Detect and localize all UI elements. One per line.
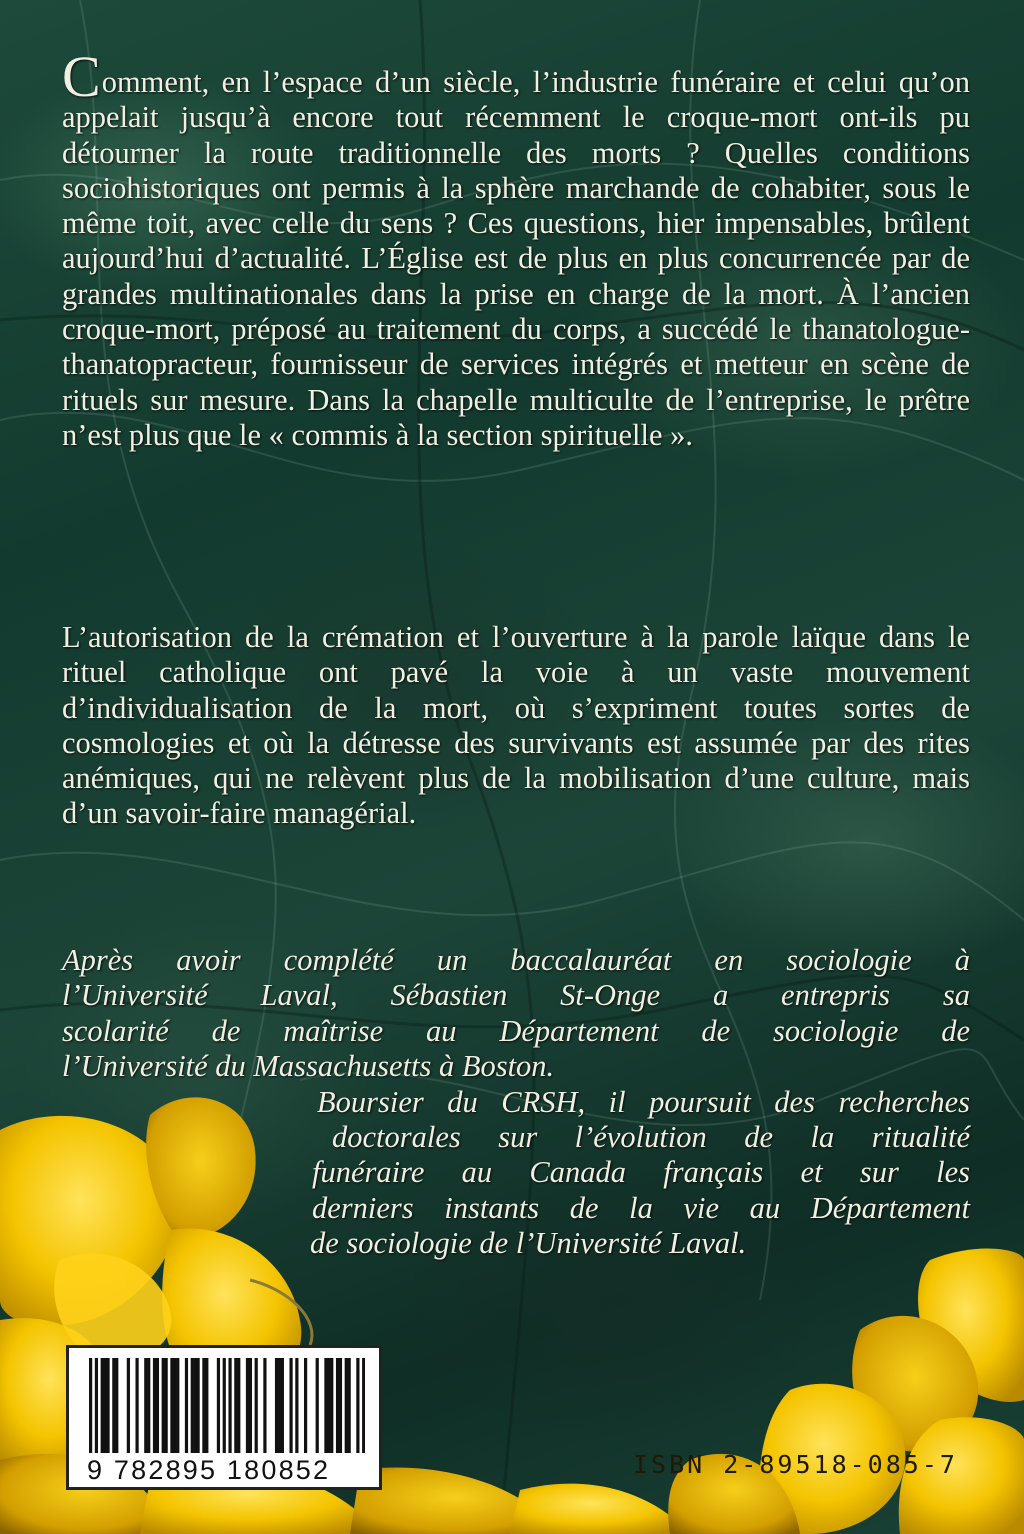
barcode-label bbox=[66, 1345, 382, 1490]
barcode-bar bbox=[106, 1358, 109, 1453]
description-paragraph-1-text: omment, en l’espace d’un siècle, l’industrie funéraire et celui qu’on appelait jusqu’à encore tout récemment le croque-mort ont-ils pu détourner la route traditionnelle des morts ? Quelles conditions sociohistoriques ont permis à la sphère marchande de cohabiter, sous le même toit, avec celle du sens ? Ces questions, hier impensables, brûlent aujourd’hui d’actualité. L’Église est de plus en plus concurrencée par de grandes multinationales dans la prise en charge de la mort. À l’ancien croque-mort, préposé au traitement du corps, a succédé le thanatologue-thanatopracteur, fournisseur de services intégrés et metteur en scène de rituels sur mesure. Dans la chapelle multiculte de l’entreprise, le prêtre n’est plus que le « commis à la section spirituelle ». bbox=[62, 65, 970, 452]
barcode-bar bbox=[162, 1358, 165, 1453]
barcode-bar bbox=[156, 1358, 159, 1453]
author-bio-line: scolarité de maîtrise au Département de sociologie de bbox=[62, 1013, 970, 1048]
barcode-bars bbox=[89, 1358, 365, 1453]
barcode-bar bbox=[316, 1358, 319, 1453]
author-bio-line: derniers instants de la vie au Département bbox=[312, 1190, 970, 1225]
barcode-bar bbox=[173, 1358, 176, 1453]
barcode-bar bbox=[289, 1358, 292, 1453]
barcode-bar bbox=[194, 1358, 197, 1453]
barcode-bar bbox=[104, 1358, 107, 1453]
barcode-bar bbox=[127, 1358, 130, 1453]
barcode-bar bbox=[255, 1358, 258, 1453]
barcode-bar bbox=[237, 1358, 240, 1453]
barcode-bar bbox=[228, 1358, 231, 1453]
barcode-bar bbox=[281, 1358, 284, 1453]
barcode-bar bbox=[295, 1358, 298, 1453]
barcode-bar bbox=[191, 1358, 194, 1453]
barcode-bar bbox=[196, 1358, 199, 1453]
author-bio-line: l’Université du Massachusetts à Boston. bbox=[62, 1049, 555, 1084]
author-bio-line: de sociologie de l’Université Laval. bbox=[310, 1226, 747, 1261]
barcode-bar bbox=[112, 1358, 115, 1453]
barcode-bar bbox=[362, 1358, 365, 1453]
barcode-bar bbox=[115, 1358, 118, 1453]
author-bio-line: Après avoir complété un baccalauréat en sociologie à bbox=[62, 943, 970, 977]
barcode-bar bbox=[327, 1358, 330, 1453]
barcode-bar bbox=[246, 1358, 249, 1453]
barcode-bar bbox=[348, 1358, 351, 1453]
description-paragraph-2: L’autorisation de la crémation et l’ouverture à la parole laïque dans le rituel catholique ont pavé la voie à un vaste mouvement d’individualisation de la mort, où s’expriment toutes sortes de cosmologies et où la détresse des survivants est assumée par des rites anémiques, qui ne relèvent plus de la mobilisation d’une culture, mais d’un savoir-faire managérial. bbox=[62, 620, 970, 831]
barcode-bar bbox=[249, 1358, 252, 1453]
barcode-bar bbox=[336, 1358, 339, 1453]
barcode-bar bbox=[304, 1358, 307, 1453]
barcode-bar bbox=[135, 1358, 138, 1453]
barcode-bar bbox=[217, 1358, 220, 1453]
drop-cap: C bbox=[62, 44, 101, 109]
barcode-bar bbox=[345, 1358, 348, 1453]
barcode-bar bbox=[234, 1358, 237, 1453]
barcode-bar bbox=[185, 1358, 188, 1453]
author-bio-line: doctorales sur l’évolution de la ritualité bbox=[332, 1120, 970, 1155]
barcode-bar bbox=[176, 1358, 179, 1453]
barcode-bar bbox=[223, 1358, 226, 1453]
barcode-bar bbox=[330, 1358, 333, 1453]
author-bio-line: l’Université Laval, Sébastien St-Onge a entrepris sa bbox=[62, 978, 970, 1013]
barcode-bar bbox=[170, 1358, 173, 1453]
barcode-bar bbox=[144, 1358, 147, 1453]
barcode-bar bbox=[101, 1358, 104, 1453]
barcode-bar bbox=[202, 1358, 205, 1453]
author-bio-line: Boursier du CRSH, il poursuit des recherches bbox=[317, 1084, 970, 1119]
barcode-digits: 9 782895 180852 bbox=[87, 1455, 331, 1485]
isbn-number: ISBN 2-89518-085-7 bbox=[633, 1450, 958, 1479]
barcode-bar bbox=[205, 1358, 208, 1453]
barcode-bar bbox=[339, 1358, 342, 1453]
right-flower-cluster bbox=[668, 1248, 1024, 1534]
barcode-bar bbox=[324, 1358, 327, 1453]
barcode-bar bbox=[165, 1358, 168, 1453]
barcode-bar bbox=[275, 1358, 278, 1453]
barcode-bar bbox=[153, 1358, 156, 1453]
barcode-bar bbox=[356, 1358, 359, 1453]
author-bio-line: funéraire au Canada français et sur les bbox=[312, 1155, 970, 1190]
barcode-bar bbox=[89, 1358, 92, 1453]
barcode-bar bbox=[95, 1358, 98, 1453]
barcode-bar bbox=[263, 1358, 266, 1453]
barcode-bar bbox=[147, 1358, 150, 1453]
barcode-bar bbox=[278, 1358, 281, 1453]
